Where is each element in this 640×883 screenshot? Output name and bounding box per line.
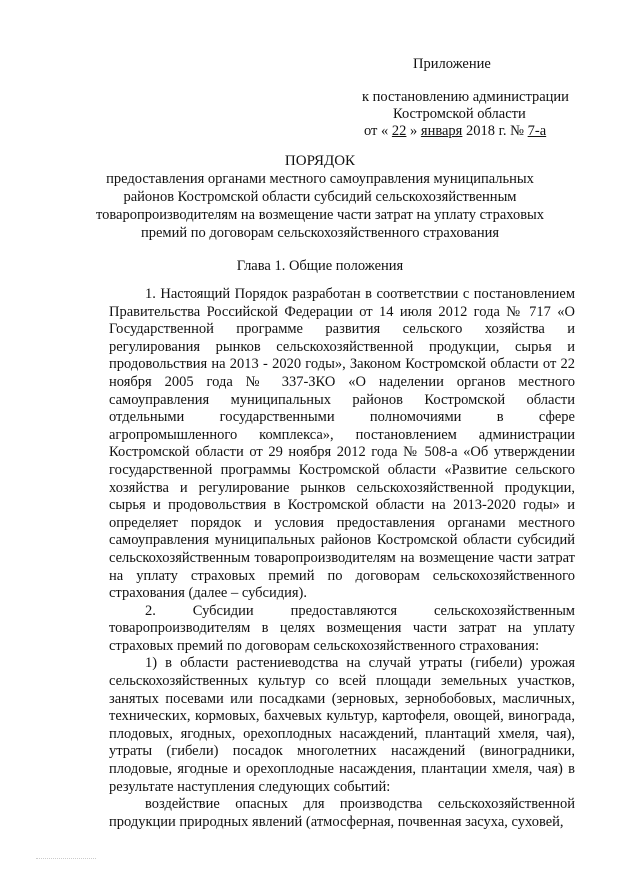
title-line-3: товаропроизводителям на возмещение части затрат на уплату страховых [95,207,545,223]
paragraph-2: 2. Субсидии предоставляются сельскохозяйственным товаропроизводителям в целях возмещения части затрат на уплату страховых премий по договорам сельскохозяйственного страхования: [109,602,575,654]
date-prefix: от « [364,123,389,139]
scan-artifact [36,858,96,859]
title-line-2: районов Костромской области субсидий сельскохозяйственным [123,189,517,205]
chapter-heading: Глава 1. Общие положения [236,258,404,274]
paragraph-3: 1) в области растениеводства на случай утраты (гибели) урожая сельскохозяйственных культур со всей площади земельных участков, занятых посевами или посадками (зерновых, зернобобовых, масличных, технических, кормовых, бахчевых культур, картофеля, овощей, винограда, плодовых, ягодных, орехоплодных насаждений, плантаций хмеля, чая), утраты (гибели) посадок многолетних насаждений (виноградники, плодовые, ягодные и орехоплодные насаждения, плантации хмеля, чая) в результате наступления следующих событий: [109,655,575,795]
paragraph-4: воздействие опасных для производства сельскохозяйственной продукции природных явлений (атмосферная, почвенная засуха, суховей, [109,796,575,830]
date-year: 2018 г. № [465,123,525,139]
title-line-4: премий по договорам сельскохозяйственного страхования [140,225,500,241]
date-line [364,123,546,140]
document-body [109,286,575,831]
date-month: января [420,123,463,139]
appendix-label: Приложение [413,56,491,72]
title-line-1: предоставления органами местного самоуправления муниципальных [106,171,534,187]
date-mid: » [410,123,418,139]
document-title: ПОРЯДОК [284,153,356,169]
resolution-line: к постановлению администрации [362,89,569,105]
date-day: 22 [391,123,407,139]
paragraph-1: 1. Настоящий Порядок разработан в соответствии с постановлением Правительства Российской Федерации от 14 июля 2012 года № 717 «О Государственной программе развития сельского хозяйства и регулирования рынков сельскохозяйственной продукции, сырья и продовольствия на 2013 - 2020 годы», Законом Костромской области от 22 ноября 2005 года № 337-ЗКО «О наделении органов местного самоуправления муниципальных районов Костромской области отдельными государственными полномочиями в сфере агропромышленного комплекса», постановлением администрации Костромской области от 29 ноября 2012 года № 508-а «Об утверждении государственной программы Костромской области «Развитие сельского хозяйства и регулирование рынков сельскохозяйственной продукции, сырья и продовольствия в Костромской области на 2013-2020 годы» и определяет порядок и условия предоставления органами местного самоуправления муниципальных районов Костромской области субсидий сельскохозяйственным товаропроизводителям на возмещение части затрат на уплату страховых премий по договорам сельскохозяйственного страхования (далее – субсидия). [109,286,575,602]
date-number: 7-а [527,123,547,139]
region-line: Костромской области [393,106,526,122]
